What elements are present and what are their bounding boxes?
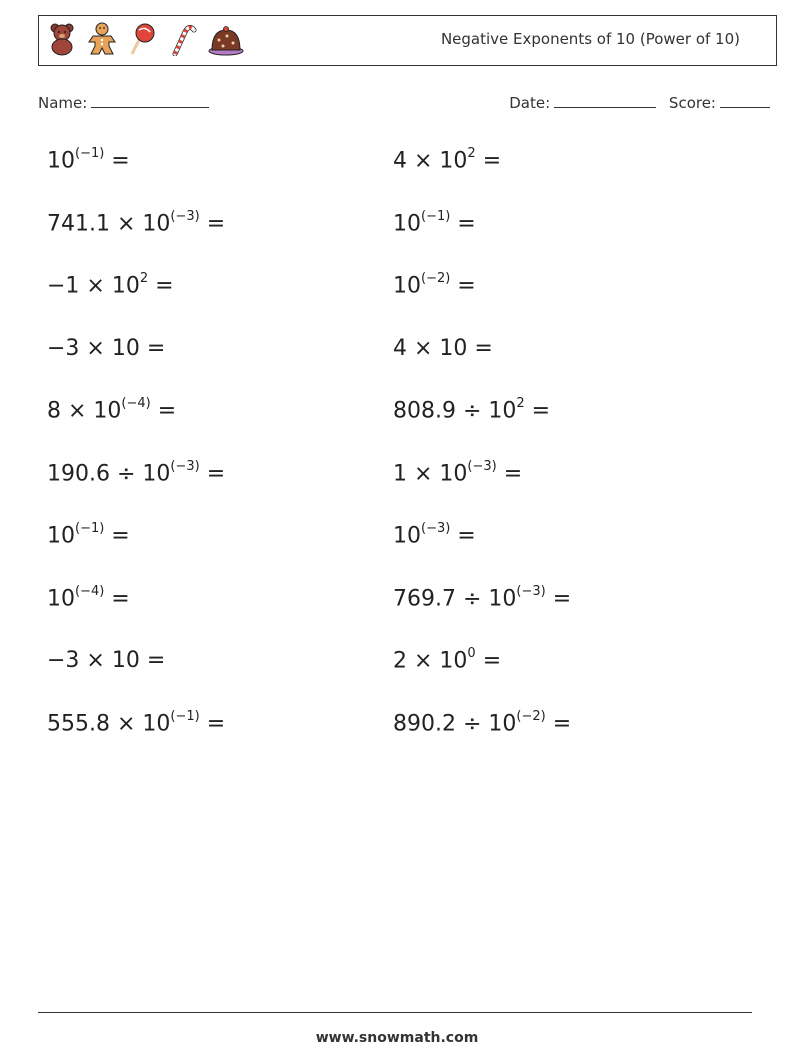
problem-base: 2 × 10 [393,648,468,674]
problem-base: 555.8 × 10 [47,710,171,736]
problem-exponent: (−4) [75,583,105,599]
problem-equals: = [199,210,226,236]
problem-equals: = [475,148,502,174]
gingerbread-man-icon [87,22,117,56]
problem-equals: = [496,460,523,486]
date-score-fields [509,93,770,112]
problem-right-2 [393,208,476,236]
problem-left-7 [47,523,130,548]
problem-base: 4 × 10 [393,148,468,174]
problem-exponent: (−1) [170,708,200,724]
problem-equals: = [104,148,130,174]
lollipop-icon [127,22,157,56]
problem-exponent: (−3) [170,208,200,224]
problem-base: 10 [47,585,75,611]
problem-left-5 [47,398,176,423]
problem-equals: = [545,710,572,736]
problem-exponent: (−3) [421,521,451,536]
problem-exponent: (−3) [467,458,497,474]
problem-base: 1 × 10 [393,460,468,486]
problem-exponent: 2 [139,271,149,286]
problem-left-8 [47,583,130,611]
problem-base: 10 [393,273,421,299]
problem-base: −3 × 10 = [47,335,166,361]
problem-equals: = [199,460,226,486]
problem-exponent: (−3) [516,583,546,599]
problem-equals: = [148,273,174,299]
problem-right-5 [393,398,550,423]
problem-left-9 [47,648,165,673]
problem-right-3 [393,273,476,298]
problem-equals: = [199,710,226,736]
footer-website: www.snowmath.com [315,1030,479,1046]
problem-equals: = [150,398,177,424]
problem-equals: = [104,585,130,611]
header-icons [47,22,245,56]
date-blank[interactable] [554,93,656,108]
problem-base: 890.2 ÷ 10 [393,710,517,736]
problem-left-10 [47,708,226,736]
candy-cane-icon [167,22,197,56]
problem-left-1 [47,148,130,173]
problem-right-8 [393,583,572,611]
problem-left-2 [47,208,226,236]
problem-exponent: (−2) [421,271,451,286]
problem-exponent: 0 [467,646,476,661]
christmas-pudding-icon [207,22,245,56]
name-field [38,93,209,112]
problem-equals: = [104,523,130,549]
teddy-bear-icon [47,22,77,56]
footer-divider [38,1012,752,1013]
problem-base: 10 [393,210,421,236]
problem-base: 10 [47,523,75,549]
problem-base: 769.7 ÷ 10 [393,585,517,611]
problem-equals: = [450,210,476,236]
problem-base: 190.6 ÷ 10 [47,460,171,486]
problem-equals: = [450,273,476,299]
problem-equals: = [545,585,572,611]
problem-equals: = [524,398,551,424]
problem-exponent: (−1) [421,208,451,224]
problem-left-4 [47,336,165,361]
problem-base: 808.9 ÷ 10 [393,398,517,424]
problem-base: −3 × 10 = [47,648,166,673]
problem-right-7 [393,523,476,548]
problem-base: 741.1 × 10 [47,210,171,236]
problem-left-6 [47,458,226,486]
problem-base: 10 [393,523,421,549]
problem-exponent: (−1) [75,146,105,161]
problem-exponent: (−1) [75,521,105,536]
problem-base: 8 × 10 [47,398,122,424]
problem-base: 4 × 10 = [393,335,493,361]
problem-base: 10 [47,148,75,174]
problem-right-6 [393,458,523,486]
problem-right-1 [393,148,501,173]
problem-equals: = [475,648,502,674]
name-blank[interactable] [91,93,209,108]
problem-left-3 [47,273,174,298]
problem-exponent: 2 [516,396,525,411]
problem-base: −1 × 10 [47,273,140,299]
worksheet-header [38,15,777,66]
problem-equals: = [450,523,476,549]
problem-right-10 [393,708,572,736]
name-label: Name: [38,94,88,112]
score-blank[interactable] [720,93,770,108]
date-label: Date: [509,94,551,112]
problem-exponent: (−2) [516,708,546,724]
problem-exponent: 2 [467,146,476,161]
problem-exponent: (−4) [121,396,151,411]
problem-right-4 [393,336,493,361]
problem-exponent: (−3) [170,458,200,474]
score-label: Score: [668,94,716,112]
problem-right-9 [393,648,501,673]
worksheet-title: Negative Exponents of 10 (Power of 10) [440,30,740,48]
